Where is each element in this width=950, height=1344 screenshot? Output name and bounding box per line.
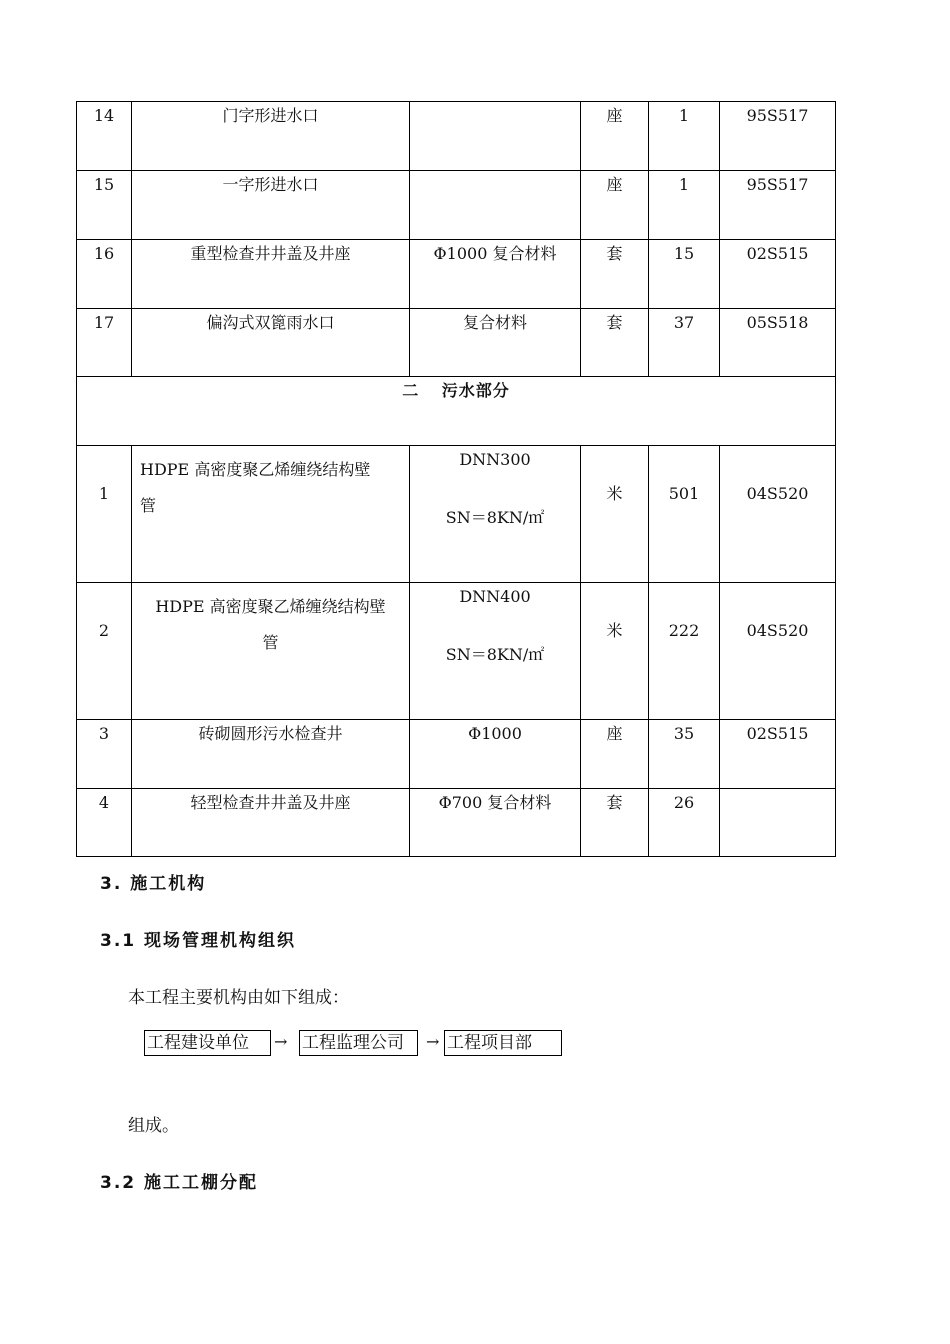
cell-ref: 04S520: [720, 446, 836, 583]
cell-spec: [410, 171, 581, 240]
cell-spec: Φ700 复合材料: [410, 789, 581, 857]
flow-box-owner: 工程建设单位: [144, 1030, 271, 1056]
flow-box-supervisor: 工程监理公司: [299, 1030, 418, 1056]
cell-qty: 35: [649, 720, 720, 789]
cell-ref: 95S517: [720, 102, 836, 171]
cell-ref: 02S515: [720, 240, 836, 309]
cell-unit: 座: [581, 102, 649, 171]
cell-spec: [410, 583, 581, 720]
cell-no: 16: [77, 240, 132, 309]
cell-ref: [720, 789, 836, 857]
cell-no: 1: [77, 446, 132, 583]
cell-ref: 95S517: [720, 171, 836, 240]
cell-unit: 座: [581, 171, 649, 240]
cell-ref: 04S520: [720, 583, 836, 720]
cell-name: 砖砌圆形污水检查井: [132, 720, 410, 789]
intro-paragraph: 本工程主要机构由如下组成：: [128, 988, 349, 1008]
cell-ref: 05S518: [720, 309, 836, 377]
cell-unit: 米: [581, 583, 649, 720]
cell-qty: 501: [649, 446, 720, 583]
table-row: [77, 240, 836, 309]
cell-spec-line2: SN＝8KN/㎡: [445, 508, 545, 527]
cell-name: 偏沟式双篦雨水口: [132, 309, 410, 377]
arrow-right-icon: →: [426, 1032, 440, 1051]
materials-table: [76, 101, 836, 857]
section-title-text: 二 污水部分: [402, 381, 510, 400]
cell-ref: 02S515: [720, 720, 836, 789]
table-row: [77, 171, 836, 240]
cell-name: 重型检查井井盖及井座: [132, 240, 410, 309]
cell-no: 3: [77, 720, 132, 789]
cell-qty: 1: [649, 171, 720, 240]
table-row: [77, 583, 836, 720]
cell-qty: 222: [649, 583, 720, 720]
table-row: [77, 720, 836, 789]
cell-no: 17: [77, 309, 132, 377]
arrow-right-icon: →: [274, 1032, 288, 1051]
table-row: [77, 789, 836, 857]
cell-no: 2: [77, 583, 132, 720]
table-row: [77, 102, 836, 171]
cell-name: [132, 583, 410, 720]
cell-no: 14: [77, 102, 132, 171]
cell-spec-line1: DNN400: [459, 587, 531, 606]
cell-name-line2: 管: [140, 496, 157, 515]
cell-spec: [410, 102, 581, 171]
cell-name: 门字形进水口: [132, 102, 410, 171]
cell-name-line1: HDPE 高密度聚乙烯缠绕结构壁: [155, 597, 386, 616]
cell-spec: Φ1000 复合材料: [410, 240, 581, 309]
cell-spec-line1: DNN300: [459, 450, 531, 469]
section-title: [77, 377, 836, 446]
cell-unit: 套: [581, 309, 649, 377]
cell-spec: [410, 446, 581, 583]
cell-name: 轻型检查井井盖及井座: [132, 789, 410, 857]
section-heading-3-1: 3.1 现场管理机构组织: [100, 931, 297, 951]
cell-qty: 1: [649, 102, 720, 171]
section-row: [77, 377, 836, 446]
cell-spec: 复合材料: [410, 309, 581, 377]
cell-no: 4: [77, 789, 132, 857]
flow-box-project-dept: 工程项目部: [444, 1030, 562, 1056]
cell-qty: 37: [649, 309, 720, 377]
cell-unit: 座: [581, 720, 649, 789]
section-heading-3-2: 3.2 施工工棚分配: [100, 1173, 259, 1193]
outro-paragraph: 组成。: [128, 1116, 179, 1136]
table-row: [77, 446, 836, 583]
cell-name-line1: HDPE 高密度聚乙烯缠绕结构壁: [140, 460, 371, 479]
cell-name: 一字形进水口: [132, 171, 410, 240]
cell-spec-line2: SN＝8KN/㎡: [445, 645, 545, 664]
section-heading-3: 3. 施工机构: [100, 874, 207, 894]
cell-no: 15: [77, 171, 132, 240]
cell-name: [132, 446, 410, 583]
cell-unit: 套: [581, 789, 649, 857]
table-row: [77, 309, 836, 377]
cell-unit: 米: [581, 446, 649, 583]
cell-unit: 套: [581, 240, 649, 309]
cell-qty: 26: [649, 789, 720, 857]
cell-spec: Φ1000: [410, 720, 581, 789]
cell-name-line2: 管: [262, 633, 279, 652]
cell-qty: 15: [649, 240, 720, 309]
